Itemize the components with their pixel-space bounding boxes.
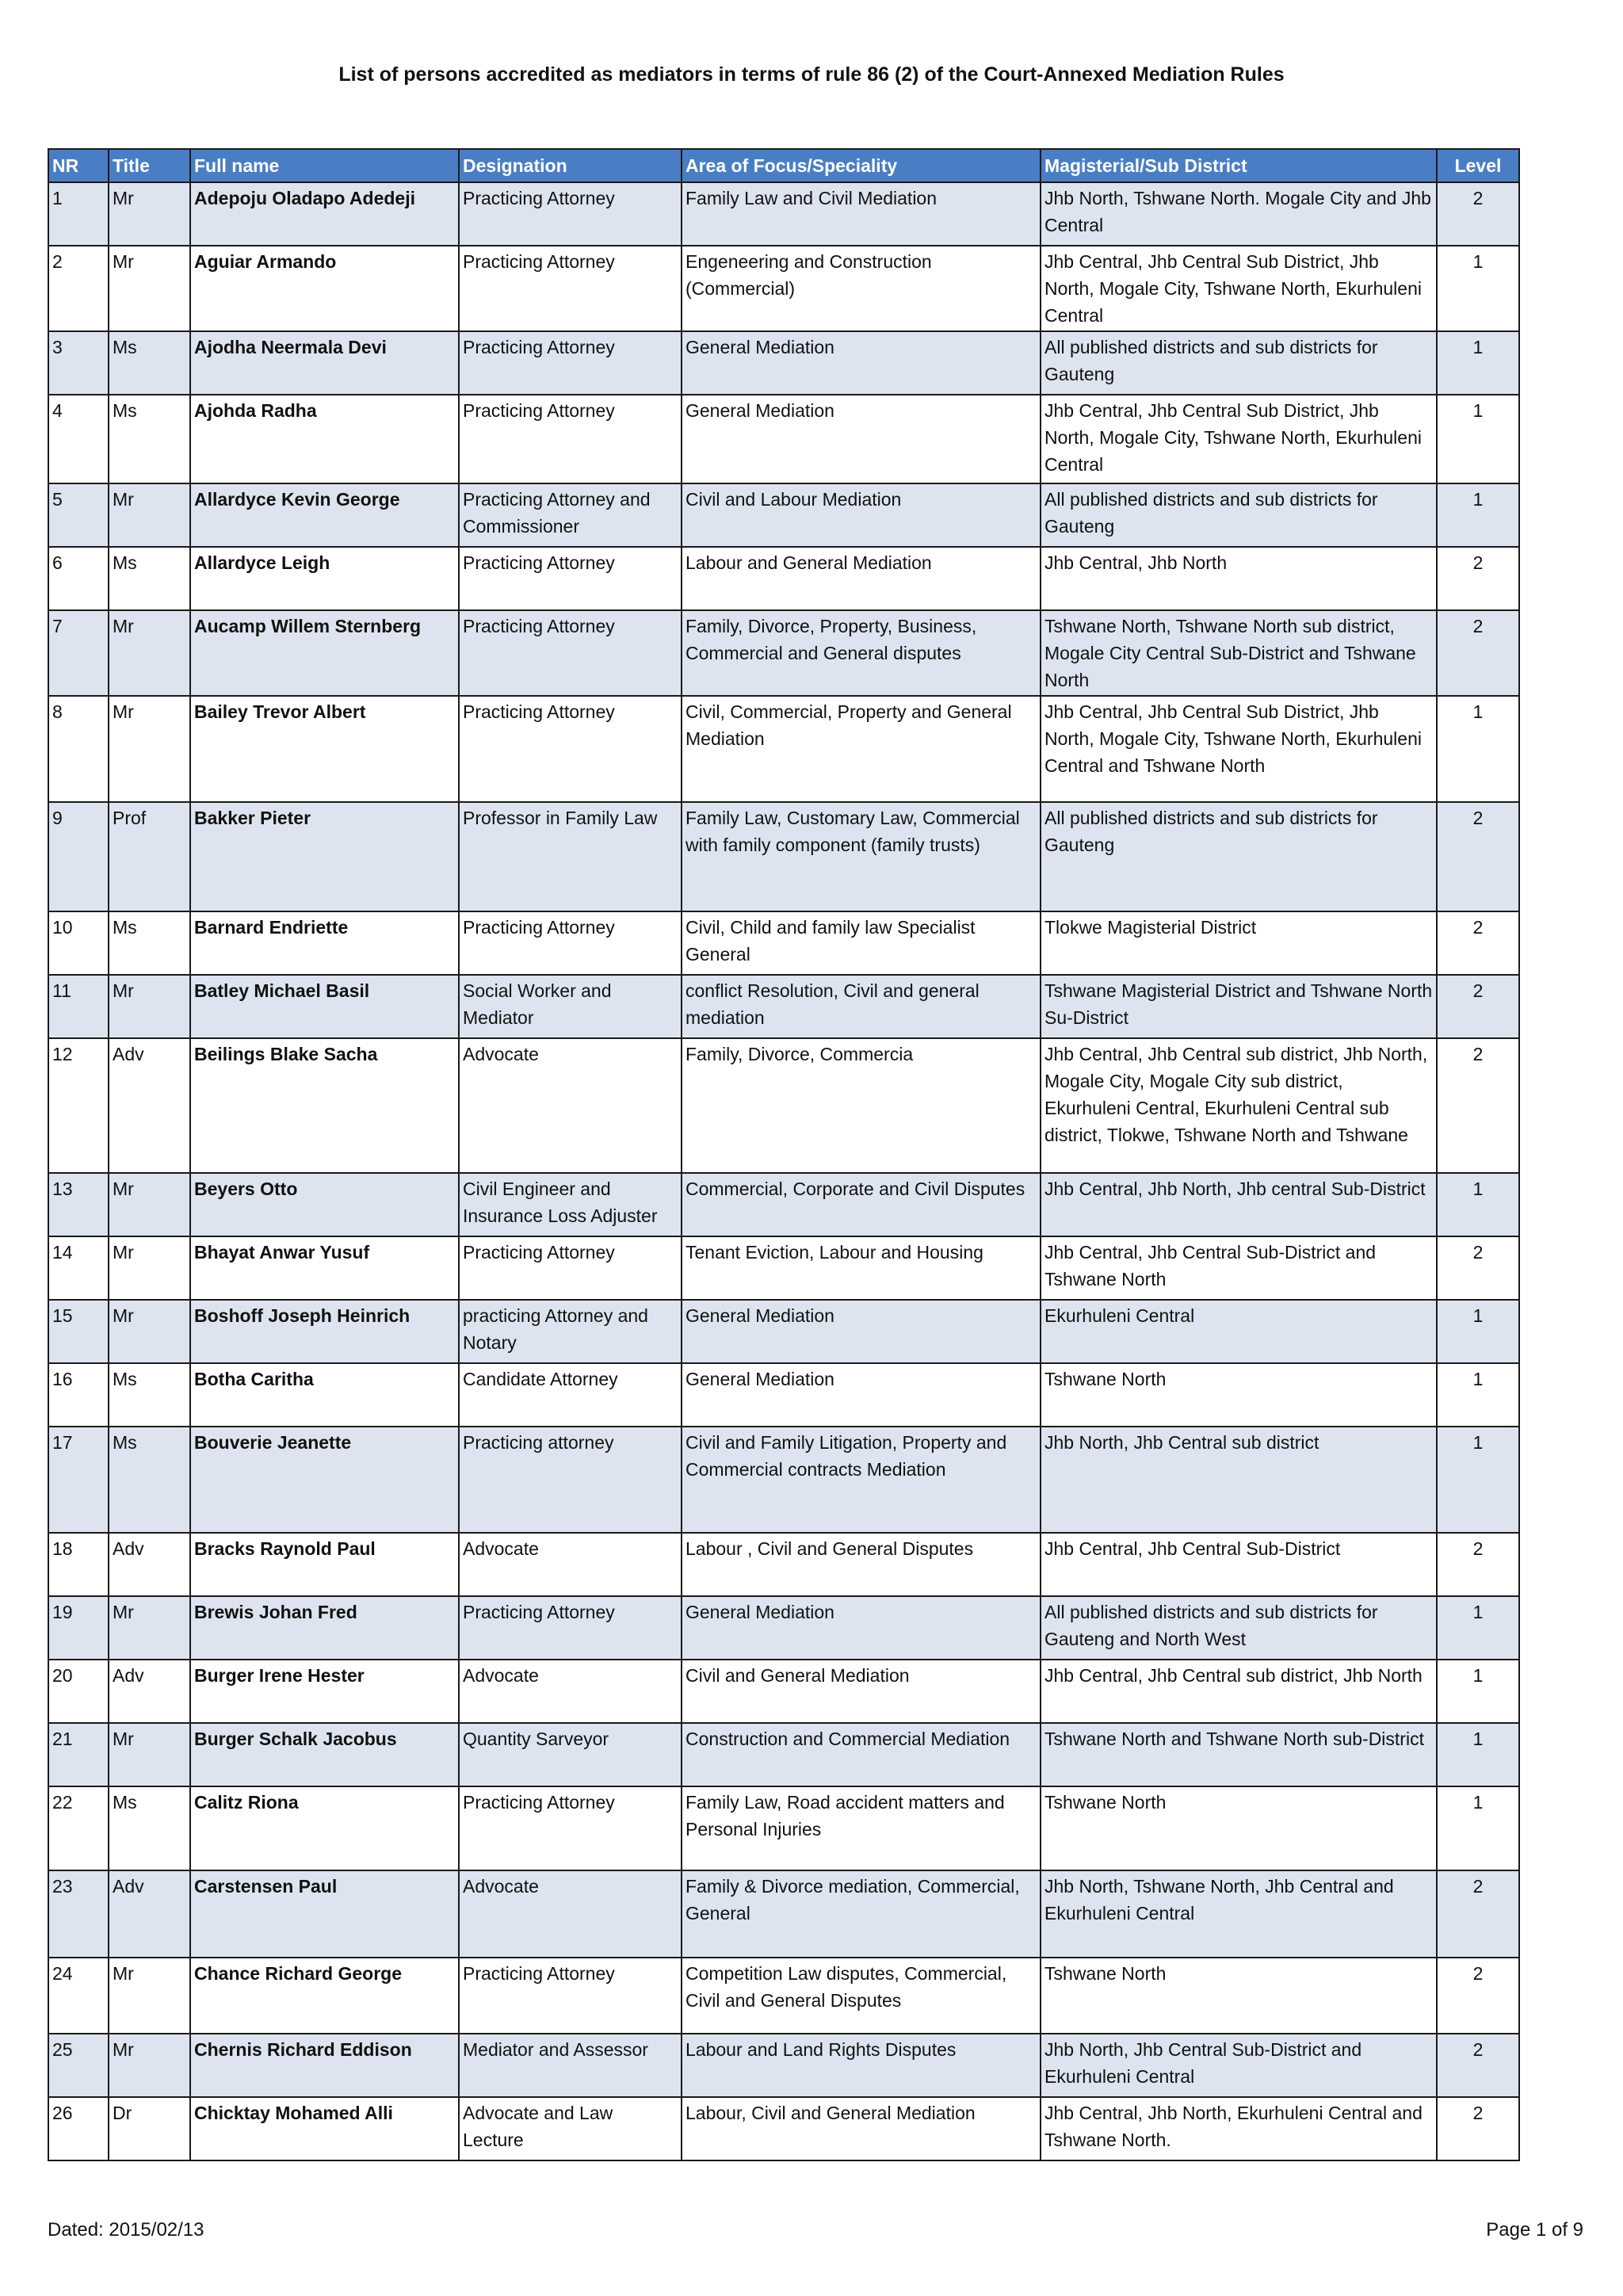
cell-nr: 2 [48, 246, 109, 331]
cell-title: Dr [109, 2097, 190, 2160]
cell-district: Jhb Central, Jhb Central sub district, Jhb North, Mogale City, Mogale City sub district, Ekurhuleni Central, Ekurhuleni Central sub district, Tlokwe, Tshwane North and Tshwane [1041, 1038, 1437, 1173]
cell-title: Prof [109, 802, 190, 911]
cell-district: Jhb Central, Jhb North [1041, 547, 1437, 610]
header-district: Magisterial/Sub District [1041, 149, 1437, 182]
cell-level: 1 [1437, 483, 1519, 547]
cell-designation: Practicing Attorney [459, 1236, 682, 1300]
cell-district: Jhb North, Tshwane North. Mogale City and Jhb Central [1041, 182, 1437, 246]
cell-name: Chernis Richard Eddison [190, 2034, 459, 2097]
cell-level: 2 [1437, 1958, 1519, 2034]
cell-nr: 12 [48, 1038, 109, 1173]
cell-district: Jhb Central, Jhb North, Jhb central Sub-District [1041, 1173, 1437, 1236]
cell-area: Civil, Child and family law Specialist General [682, 911, 1041, 975]
cell-title: Mr [109, 182, 190, 246]
cell-designation: Practicing Attorney [459, 547, 682, 610]
cell-title: Mr [109, 1958, 190, 2034]
cell-level: 1 [1437, 1596, 1519, 1660]
table-row [48, 1660, 1519, 1723]
cell-area: Construction and Commercial Mediation [682, 1723, 1041, 1786]
cell-title: Ms [109, 547, 190, 610]
cell-name: Allardyce Leigh [190, 547, 459, 610]
cell-name: Calitz Riona [190, 1786, 459, 1870]
table-row [48, 1038, 1519, 1173]
cell-designation: Practicing Attorney [459, 331, 682, 395]
table-row [48, 1236, 1519, 1300]
cell-nr: 26 [48, 2097, 109, 2160]
cell-area: Civil and Labour Mediation [682, 483, 1041, 547]
cell-level: 1 [1437, 395, 1519, 483]
cell-level: 1 [1437, 1300, 1519, 1363]
cell-name: Barnard Endriette [190, 911, 459, 975]
cell-nr: 14 [48, 1236, 109, 1300]
cell-level: 2 [1437, 547, 1519, 610]
cell-name: Beilings Blake Sacha [190, 1038, 459, 1173]
dated-footer: Dated: 2015/02/13 [48, 2219, 204, 2241]
cell-level: 1 [1437, 1723, 1519, 1786]
cell-name: Ajodha Neermala Devi [190, 331, 459, 395]
cell-name: Batley Michael Basil [190, 975, 459, 1038]
cell-designation: Practicing Attorney and Commissioner [459, 483, 682, 547]
cell-district: Tshwane North [1041, 1363, 1437, 1427]
table-row [48, 1533, 1519, 1596]
cell-district: Jhb Central, Jhb Central sub district, Jhb North [1041, 1660, 1437, 1723]
cell-level: 2 [1437, 2097, 1519, 2160]
cell-title: Ms [109, 1786, 190, 1870]
cell-title: Ms [109, 1427, 190, 1533]
table-row [48, 1596, 1519, 1660]
cell-title: Mr [109, 1300, 190, 1363]
cell-designation: Quantity Sarveyor [459, 1723, 682, 1786]
header-level: Level [1437, 149, 1519, 182]
cell-level: 2 [1437, 2034, 1519, 2097]
table-row [48, 2034, 1519, 2097]
cell-district: Tshwane North [1041, 1786, 1437, 1870]
table-row [48, 1427, 1519, 1533]
cell-name: Boshoff Joseph Heinrich [190, 1300, 459, 1363]
cell-designation: Advocate [459, 1038, 682, 1173]
cell-district: Jhb Central, Jhb Central Sub District, Jhb North, Mogale City, Tshwane North, Ekurhuleni Central [1041, 395, 1437, 483]
cell-area: Family Law, Customary Law, Commercial with family component (family trusts) [682, 802, 1041, 911]
cell-area: Family, Divorce, Property, Business, Commercial and General disputes [682, 610, 1041, 696]
cell-district: Jhb Central, Jhb Central Sub District, Jhb North, Mogale City, Tshwane North, Ekurhuleni Central and Tshwane North [1041, 696, 1437, 802]
cell-nr: 8 [48, 696, 109, 802]
cell-level: 1 [1437, 696, 1519, 802]
header-designation: Designation [459, 149, 682, 182]
cell-area: General Mediation [682, 1363, 1041, 1427]
cell-designation: Professor in Family Law [459, 802, 682, 911]
cell-level: 2 [1437, 1870, 1519, 1958]
cell-nr: 20 [48, 1660, 109, 1723]
cell-name: Aguiar Armando [190, 246, 459, 331]
table-row [48, 2097, 1519, 2160]
table-row [48, 1958, 1519, 2034]
cell-area: Labour and General Mediation [682, 547, 1041, 610]
cell-name: Carstensen Paul [190, 1870, 459, 1958]
cell-designation: Practicing Attorney [459, 246, 682, 331]
cell-name: Botha Caritha [190, 1363, 459, 1427]
cell-name: Bakker Pieter [190, 802, 459, 911]
cell-level: 2 [1437, 1533, 1519, 1596]
table-body [48, 182, 1519, 2160]
table-row [48, 331, 1519, 395]
cell-designation: Advocate and Law Lecture [459, 2097, 682, 2160]
cell-title: Mr [109, 1173, 190, 1236]
cell-nr: 1 [48, 182, 109, 246]
table-header-row [48, 149, 1519, 182]
cell-nr: 3 [48, 331, 109, 395]
cell-name: Allardyce Kevin George [190, 483, 459, 547]
cell-designation: Candidate Attorney [459, 1363, 682, 1427]
cell-area: Civil and Family Litigation, Property and Commercial contracts Mediation [682, 1427, 1041, 1533]
cell-level: 1 [1437, 1427, 1519, 1533]
cell-area: conflict Resolution, Civil and general mediation [682, 975, 1041, 1038]
cell-area: General Mediation [682, 1300, 1041, 1363]
cell-nr: 18 [48, 1533, 109, 1596]
cell-name: Bouverie Jeanette [190, 1427, 459, 1533]
table-row [48, 802, 1519, 911]
page-number: Page 1 of 9 [1486, 2219, 1583, 2241]
cell-title: Ms [109, 331, 190, 395]
mediators-table [48, 148, 1520, 2161]
cell-title: Mr [109, 1236, 190, 1300]
cell-level: 1 [1437, 1660, 1519, 1723]
cell-level: 2 [1437, 802, 1519, 911]
cell-name: Bailey Trevor Albert [190, 696, 459, 802]
cell-area: Family Law, Road accident matters and Personal Injuries [682, 1786, 1041, 1870]
cell-name: Adepoju Oladapo Adedeji [190, 182, 459, 246]
cell-district: Tshwane North [1041, 1958, 1437, 2034]
cell-name: Beyers Otto [190, 1173, 459, 1236]
cell-name: Brewis Johan Fred [190, 1596, 459, 1660]
cell-title: Mr [109, 610, 190, 696]
cell-nr: 21 [48, 1723, 109, 1786]
cell-level: 1 [1437, 1173, 1519, 1236]
cell-district: Jhb North, Jhb Central sub district [1041, 1427, 1437, 1533]
cell-area: General Mediation [682, 1596, 1041, 1660]
cell-nr: 25 [48, 2034, 109, 2097]
table-row [48, 1723, 1519, 1786]
cell-district: All published districts and sub districts for Gauteng and North West [1041, 1596, 1437, 1660]
cell-district: All published districts and sub districts for Gauteng [1041, 331, 1437, 395]
table-row [48, 483, 1519, 547]
table-row [48, 1786, 1519, 1870]
cell-designation: practicing Attorney and Notary [459, 1300, 682, 1363]
cell-nr: 17 [48, 1427, 109, 1533]
cell-nr: 24 [48, 1958, 109, 2034]
cell-designation: Civil Engineer and Insurance Loss Adjuster [459, 1173, 682, 1236]
cell-designation: Practicing Attorney [459, 610, 682, 696]
cell-nr: 7 [48, 610, 109, 696]
cell-district: Jhb Central, Jhb North, Ekurhuleni Central and Tshwane North. [1041, 2097, 1437, 2160]
header-full-name: Full name [190, 149, 459, 182]
table-row [48, 1173, 1519, 1236]
cell-name: Ajohda Radha [190, 395, 459, 483]
cell-level: 2 [1437, 975, 1519, 1038]
cell-level: 1 [1437, 331, 1519, 395]
cell-nr: 23 [48, 1870, 109, 1958]
cell-title: Mr [109, 975, 190, 1038]
cell-district: Jhb Central, Jhb Central Sub-District [1041, 1533, 1437, 1596]
cell-area: General Mediation [682, 331, 1041, 395]
cell-title: Mr [109, 696, 190, 802]
cell-title: Mr [109, 1596, 190, 1660]
header-title: Title [109, 149, 190, 182]
cell-area: Civil, Commercial, Property and General Mediation [682, 696, 1041, 802]
cell-designation: Practicing Attorney [459, 1786, 682, 1870]
table-row [48, 1300, 1519, 1363]
cell-designation: Practicing Attorney [459, 395, 682, 483]
cell-area: Tenant Eviction, Labour and Housing [682, 1236, 1041, 1300]
cell-title: Adv [109, 1533, 190, 1596]
cell-designation: Practicing Attorney [459, 182, 682, 246]
cell-designation: Social Worker and Mediator [459, 975, 682, 1038]
cell-designation: Practicing Attorney [459, 696, 682, 802]
cell-district: Jhb Central, Jhb Central Sub District, Jhb North, Mogale City, Tshwane North, Ekurhuleni Central [1041, 246, 1437, 331]
cell-title: Mr [109, 246, 190, 331]
cell-area: Family Law and Civil Mediation [682, 182, 1041, 246]
cell-area: Competition Law disputes, Commercial, Civil and General Disputes [682, 1958, 1041, 2034]
cell-title: Ms [109, 1363, 190, 1427]
cell-title: Adv [109, 1870, 190, 1958]
cell-area: General Mediation [682, 395, 1041, 483]
cell-nr: 5 [48, 483, 109, 547]
cell-district: Tlokwe Magisterial District [1041, 911, 1437, 975]
cell-name: Chance Richard George [190, 1958, 459, 2034]
cell-level: 1 [1437, 1363, 1519, 1427]
cell-area: Labour and Land Rights Disputes [682, 2034, 1041, 2097]
cell-district: Tshwane North and Tshwane North sub-District [1041, 1723, 1437, 1786]
cell-district: All published districts and sub districts for Gauteng [1041, 483, 1437, 547]
cell-area: Civil and General Mediation [682, 1660, 1041, 1723]
cell-nr: 9 [48, 802, 109, 911]
table-row [48, 182, 1519, 246]
cell-level: 2 [1437, 1236, 1519, 1300]
cell-level: 1 [1437, 1786, 1519, 1870]
cell-designation: Practicing attorney [459, 1427, 682, 1533]
cell-district: Tshwane Magisterial District and Tshwane North Su-District [1041, 975, 1437, 1038]
cell-district: Jhb Central, Jhb Central Sub-District and Tshwane North [1041, 1236, 1437, 1300]
cell-title: Mr [109, 2034, 190, 2097]
cell-title: Adv [109, 1660, 190, 1723]
cell-district: Jhb North, Tshwane North, Jhb Central and Ekurhuleni Central [1041, 1870, 1437, 1958]
cell-level: 1 [1437, 246, 1519, 331]
cell-nr: 19 [48, 1596, 109, 1660]
cell-title: Ms [109, 395, 190, 483]
cell-title: Ms [109, 911, 190, 975]
table-row [48, 610, 1519, 696]
cell-level: 2 [1437, 1038, 1519, 1173]
table-row [48, 547, 1519, 610]
table-row [48, 1870, 1519, 1958]
cell-title: Mr [109, 483, 190, 547]
cell-district: Jhb North, Jhb Central Sub-District and Ekurhuleni Central [1041, 2034, 1437, 2097]
cell-level: 2 [1437, 610, 1519, 696]
cell-district: Tshwane North, Tshwane North sub district, Mogale City Central Sub-District and Tshwane North [1041, 610, 1437, 696]
table-row [48, 395, 1519, 483]
cell-nr: 4 [48, 395, 109, 483]
cell-title: Adv [109, 1038, 190, 1173]
table-row [48, 975, 1519, 1038]
cell-designation: Practicing Attorney [459, 911, 682, 975]
table-row [48, 1363, 1519, 1427]
cell-name: Aucamp Willem Sternberg [190, 610, 459, 696]
cell-level: 2 [1437, 182, 1519, 246]
cell-designation: Advocate [459, 1870, 682, 1958]
cell-name: Bracks Raynold Paul [190, 1533, 459, 1596]
cell-area: Family, Divorce, Commercia [682, 1038, 1041, 1173]
cell-nr: 10 [48, 911, 109, 975]
cell-designation: Advocate [459, 1533, 682, 1596]
cell-area: Family & Divorce mediation, Commercial, General [682, 1870, 1041, 1958]
cell-area: Engeneering and Construction (Commercial) [682, 246, 1041, 331]
cell-nr: 6 [48, 547, 109, 610]
cell-nr: 15 [48, 1300, 109, 1363]
cell-nr: 22 [48, 1786, 109, 1870]
cell-name: Burger Schalk Jacobus [190, 1723, 459, 1786]
table-row [48, 911, 1519, 975]
header-area-of-focus: Area of Focus/Speciality [682, 149, 1041, 182]
cell-name: Burger Irene Hester [190, 1660, 459, 1723]
cell-nr: 16 [48, 1363, 109, 1427]
header-nr: NR [48, 149, 109, 182]
table-row [48, 696, 1519, 802]
cell-nr: 13 [48, 1173, 109, 1236]
cell-district: All published districts and sub districts for Gauteng [1041, 802, 1437, 911]
cell-area: Labour , Civil and General Disputes [682, 1533, 1041, 1596]
cell-area: Commercial, Corporate and Civil Disputes [682, 1173, 1041, 1236]
cell-designation: Advocate [459, 1660, 682, 1723]
document-title: List of persons accredited as mediators in terms of rule 86 (2) of the Court-Annexed Mediation Rules [338, 63, 1285, 86]
cell-district: Ekurhuleni Central [1041, 1300, 1437, 1363]
cell-name: Bhayat Anwar Yusuf [190, 1236, 459, 1300]
cell-title: Mr [109, 1723, 190, 1786]
cell-area: Labour, Civil and General Mediation [682, 2097, 1041, 2160]
cell-name: Chicktay Mohamed Alli [190, 2097, 459, 2160]
cell-designation: Practicing Attorney [459, 1958, 682, 2034]
cell-level: 2 [1437, 911, 1519, 975]
cell-designation: Mediator and Assessor [459, 2034, 682, 2097]
table-row [48, 246, 1519, 331]
cell-designation: Practicing Attorney [459, 1596, 682, 1660]
cell-nr: 11 [48, 975, 109, 1038]
